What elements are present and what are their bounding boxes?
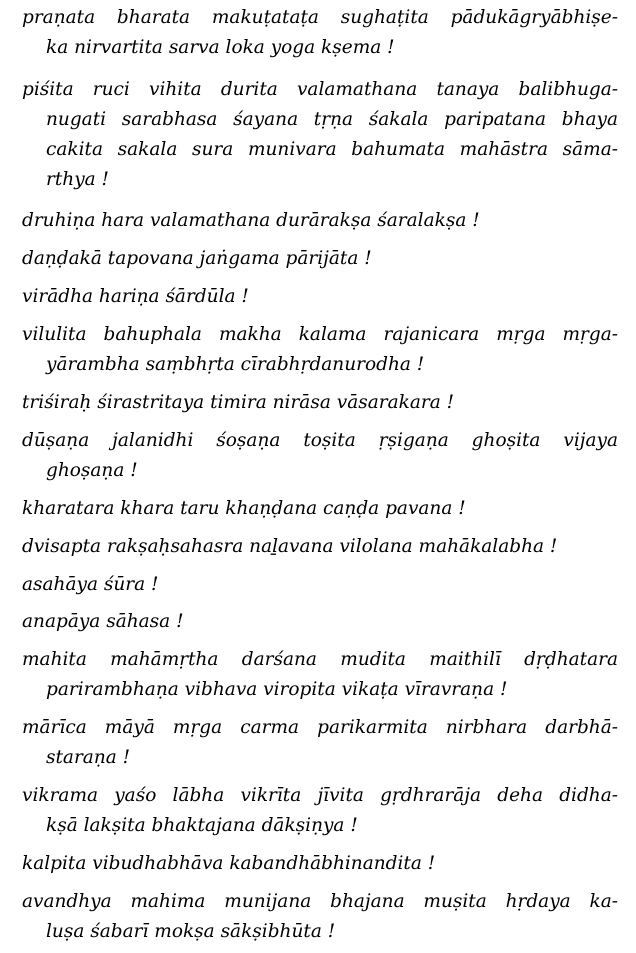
verse-line: vilulita bahuphala makha kalama rajanicara mṛga mṛga- — [22, 324, 618, 345]
verse-line: piśita ruci vihita durita valamathana tanaya balibhuga- — [22, 79, 618, 100]
verse-line: nugati sarabhasa śayana tṛṇa śakala paripatana bhaya — [46, 109, 618, 130]
verse-line: ka nirvartita sarva loka yoga kṣema ! — [46, 37, 395, 58]
verse-line: asahāya śūra ! — [22, 574, 159, 595]
verse-1 — [22, 3, 618, 63]
verse-line: kalpita vibudhabhāva kabandhābhinandita ! — [22, 853, 436, 874]
verse-9 — [22, 494, 618, 524]
verse-line: mahita mahāmṛtha darśana mudita maithilī dṛḍhatara — [22, 649, 618, 670]
verse-4 — [22, 244, 618, 274]
verse-16 — [22, 849, 618, 879]
verse-6 — [22, 320, 618, 380]
verse-10 — [22, 532, 618, 562]
verse-line: cakita sakala sura munivara bahumata mahāstra sāma- — [46, 139, 618, 160]
verse-line: yārambha saṃbhṛta cīrabhṛdanurodha ! — [46, 354, 425, 375]
verse-line: parirambhaṇa vibhava viropita vikaṭa vīravraṇa ! — [46, 679, 508, 700]
verse-2 — [22, 75, 618, 195]
verse-line: avandhya mahima munijana bhajana muṣita hṛdaya ka- — [22, 891, 618, 912]
verse-line: vikrama yaśo lābha vikrīta jīvita gṛdhrarāja deha didha- — [22, 785, 618, 806]
verse-8 — [22, 426, 618, 486]
verse-5 — [22, 282, 618, 312]
verse-7 — [22, 388, 618, 418]
verse-line: dvisapta rakṣaḥsahasra naḻavana vilolana mahākalabha ! — [22, 536, 558, 557]
verse-line: mārīca māyā mṛga carma parikarmita nirbhara darbhā- — [22, 717, 618, 738]
verse-17 — [22, 887, 618, 947]
verse-line: druhiṇa hara valamathana durārakṣa śaralakṣa ! — [22, 210, 480, 231]
verse-3 — [22, 206, 618, 236]
verse-12 — [22, 607, 618, 637]
verse-11 — [22, 570, 618, 600]
verse-line: virādha hariṇa śārdūla ! — [22, 286, 249, 307]
verse-line: staraṇa ! — [46, 747, 131, 768]
verse-line: kharatara khara taru khaṇḍana caṇḍa pavana ! — [22, 498, 466, 519]
verse-13 — [22, 645, 618, 705]
verse-line: praṇata bharata makuṭataṭa sughaṭita pādukāgryābhiṣe- — [22, 7, 618, 28]
verse-line: triśiraḥ śirastritaya timira nirāsa vāsarakara ! — [22, 392, 455, 413]
verse-line: kṣā lakṣita bhaktajana dākṣiṇya ! — [46, 815, 358, 836]
verse-15 — [22, 781, 618, 841]
verse-line: anapāya sāhasa ! — [22, 611, 184, 632]
verse-line: daṇḍakā tapovana jaṅgama pārijāta ! — [22, 248, 372, 269]
verse-line: luṣa śabarī mokṣa sākṣibhūta ! — [46, 921, 336, 942]
verse-14 — [22, 713, 618, 773]
verse-line: ghoṣaṇa ! — [46, 460, 138, 481]
verse-line: rthya ! — [46, 169, 109, 190]
verse-line: dūṣaṇa jalanidhi śoṣaṇa toṣita ṛṣigaṇa ghoṣita vijaya — [22, 430, 618, 451]
